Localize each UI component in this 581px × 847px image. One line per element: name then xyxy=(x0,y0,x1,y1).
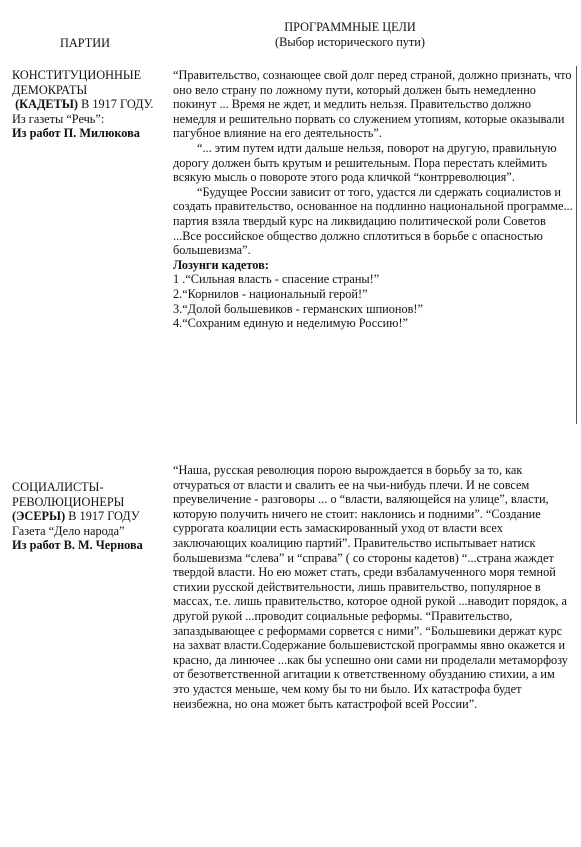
esers-source-newspaper: Газета “Дело народа” xyxy=(12,523,125,538)
kadets-party-pre: КОНСТИТУЦИОННЫЕ ДЕМОКРАТЫ xyxy=(12,68,142,97)
kadets-party-abbr: (КАДЕТЫ) xyxy=(15,97,79,112)
slogan-item: 3.“Долой большевиков - германских шпионов!” xyxy=(173,301,423,316)
kadets-quote-3: “Будущее России зависит от того, удастся ли сдержать социалистов и создать правительство, основанное на подлинно национальной программе... партия взяла твердый курс на ликвидацию политической роли Советов ...Все российское общество должно сплотиться в борьбе с опасностью большевизма”. xyxy=(173,184,573,258)
esers-party-block xyxy=(12,480,170,553)
esers-source-works: Из работ В. М. Чернова xyxy=(12,538,143,553)
page-edge-line xyxy=(576,66,577,424)
kadets-quote-1: “Правительство, сознающее свой долг перед страной, должно признать, что оно вело страну по ложному пути, который должен быть немедленно покинут ... Время не ждет, и медлить нельзя. Правительство должно немедля и решительно порвать со служением утопиям, которые оказывали пагубное влияние на его деятельность”. xyxy=(173,68,572,141)
header-goals-title: ПРОГРАММНЫЕ ЦЕЛИ xyxy=(284,20,416,34)
kadets-slogans-list xyxy=(173,272,573,330)
kadets-slogans-title: Лозунги кадетов: xyxy=(173,257,269,272)
esers-party-abbr: (ЭСЕРЫ) xyxy=(12,509,66,524)
esers-quote: “Наша, русская революция порою вырождается в борьбу за то, как отчураться от власти и свалить ее на чьи-нибудь плечи. И не совсем преувеличение - разговоры ... о “власти, валяющейся на улице”, власти, которую получить ничего не стоит: наклонись и подними”. “Создание суррогата коалиции есть замаскированный уход от власти всех заключающих коалицию партий”. Правительство испытывает натиск большевизма “слева” и “справа” ( со стороны кадетов) “...страна жаждет твердой власти. Но ею может стать, среди взбаламученного моря темной стихии русской действительности, лишь правительство, популярное в массах, т.е. лишь правительство, которое одной рукой ...наводит порядок, а другой рукой ...проводит социальные реформы. “Правительство, запаздывающее с реформами сорвется с ними”. “Большевики держат курс на захват власти.Содержание большевистской программы явно окажется и красно, да линючее ...как бы успешно они сами ни проделали метаморфозу от безответственной агитации к ответственному обузданию стихии, а им это удастся меньше, чем кому бы то ни было. Их катастрофа будет неизбежна, но она может быть катастрофой всей России”. xyxy=(173,463,568,711)
esers-goals xyxy=(173,463,573,711)
kadets-party-block xyxy=(12,68,170,141)
kadets-goals xyxy=(173,68,573,331)
kadets-source-newspaper: Из газеты “Речь”: xyxy=(12,111,105,126)
header-goals xyxy=(240,20,460,49)
kadets-source-works: Из работ П. Милюкова xyxy=(12,126,140,141)
esers-party-name xyxy=(12,480,170,524)
esers-party-pre: СОЦИАЛИСТЫ-РЕВОЛЮЦИОНЕРЫ xyxy=(12,480,125,509)
esers-party-year: В 1917 ГОДУ xyxy=(65,509,140,524)
slogan-item: 1 .“Сильная власть - спасение страны!” xyxy=(173,272,380,287)
slogan-item: 2.“Корнилов - национальный герой!” xyxy=(173,286,368,301)
kadets-party-year: В 1917 ГОДУ. xyxy=(78,97,154,112)
kadets-party-name xyxy=(12,68,170,112)
kadets-quote-2: “... этим путем идти дальше нельзя, поворот на другую, правильную дорогу должен быть крутым и решительным. Пора перестать клеймить всякую мысль о повороте этого рода кличкой “контрреволюция”. xyxy=(173,140,557,185)
header-goals-subtitle: (Выбор исторического пути) xyxy=(275,34,425,49)
slogan-item: 4.“Сохраним единую и неделимую Россию!” xyxy=(173,316,408,331)
header-parties: ПАРТИИ xyxy=(60,36,111,50)
